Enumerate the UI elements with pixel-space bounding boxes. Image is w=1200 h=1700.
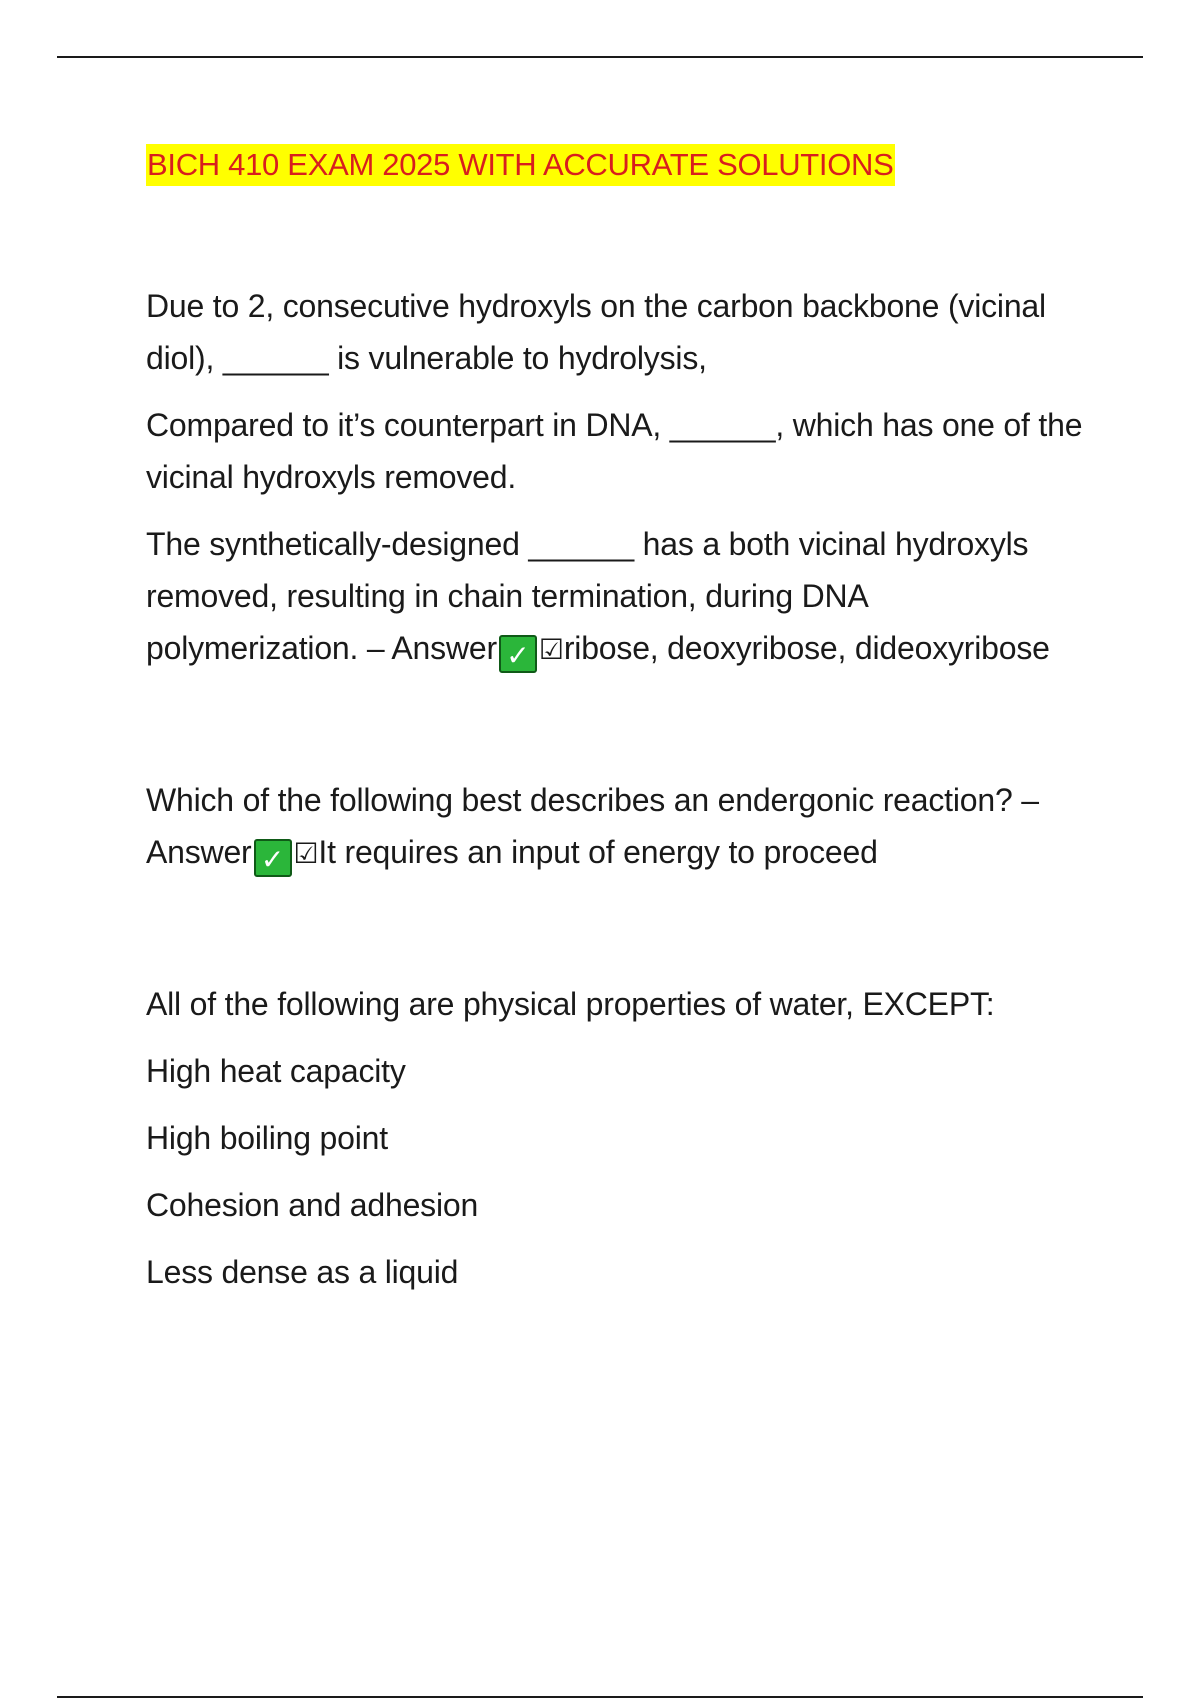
ballot-box-icon: ☑ xyxy=(538,633,564,666)
question-1-paragraph-2: Compared to it’s counterpart in DNA, ______, which has one of the vicinal hydroxyls removed. xyxy=(146,407,1083,495)
document-title: BICH 410 EXAM 2025 WITH ACCURATE SOLUTIONS xyxy=(146,144,895,186)
question-3-option: Less dense as a liquid xyxy=(146,1254,459,1290)
top-rule xyxy=(57,56,1143,58)
check-mark-icon: ✓ xyxy=(254,839,292,877)
question-3 xyxy=(146,978,1086,1298)
ballot-box-icon: ☑ xyxy=(293,837,319,870)
document-body xyxy=(146,144,1086,1298)
question-2 xyxy=(146,774,1086,880)
question-3-option: Cohesion and adhesion xyxy=(146,1187,479,1223)
question-1-paragraph-3 xyxy=(146,518,1086,676)
question-3-option: High heat capacity xyxy=(146,1053,406,1089)
title-line xyxy=(146,144,1086,186)
question-2-prompt: Which of the following best describes an endergonic reaction? – Answer xyxy=(146,782,1039,870)
question-1-paragraph-1: Due to 2, consecutive hydroxyls on the carbon backbone (vicinal diol), ______ is vulnerable to hydrolysis, xyxy=(146,288,1046,376)
question-1 xyxy=(146,280,1086,676)
question-3-option: High boiling point xyxy=(146,1120,388,1156)
check-mark-icon: ✓ xyxy=(499,635,537,673)
question-2-paragraph xyxy=(146,774,1086,880)
question-1-prompt: The synthetically-designed ______ has a both vicinal hydroxyls removed, resulting in chain termination, during DNA polymerization. – Answer xyxy=(146,526,1029,666)
question-1-answer: ribose, deoxyribose, dideoxyribose xyxy=(563,630,1050,666)
question-3-stem: All of the following are physical properties of water, EXCEPT: xyxy=(146,986,995,1022)
question-2-answer: It requires an input of energy to proceed xyxy=(318,834,878,870)
bottom-rule xyxy=(57,1696,1143,1698)
